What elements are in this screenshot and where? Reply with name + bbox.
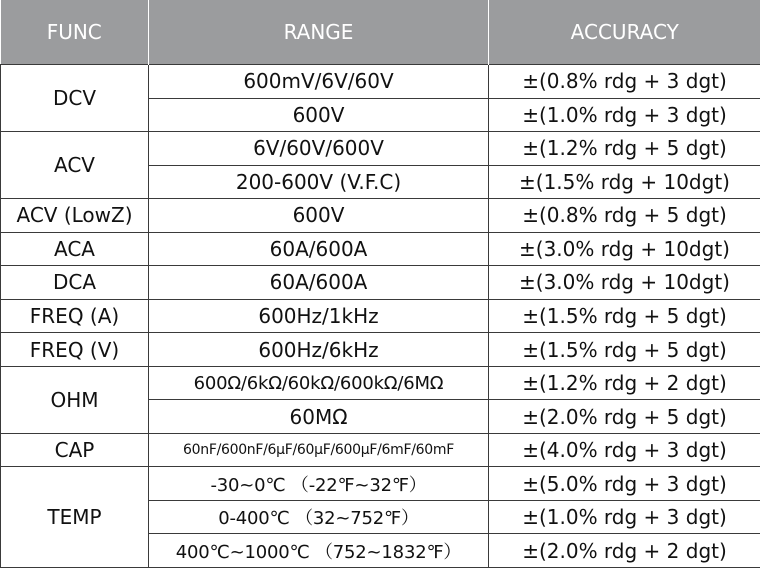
accuracy-cell: ±(0.8% rdg + 5 dgt) bbox=[489, 199, 760, 233]
range-cell: 60MΩ bbox=[149, 400, 489, 434]
accuracy-cell: ±(1.0% rdg + 3 dgt) bbox=[489, 98, 760, 132]
accuracy-cell: ±(5.0% rdg + 3 dgt) bbox=[489, 467, 760, 501]
table-row bbox=[1, 65, 760, 99]
table-row bbox=[1, 266, 760, 300]
accuracy-cell: ±(2.0% rdg + 2 dgt) bbox=[489, 534, 760, 568]
accuracy-cell: ±(1.5% rdg + 5 dgt) bbox=[489, 299, 760, 333]
accuracy-cell: ±(1.0% rdg + 3 dgt) bbox=[489, 500, 760, 534]
accuracy-cell: ±(1.2% rdg + 2 dgt) bbox=[489, 366, 760, 400]
table-row bbox=[1, 366, 760, 400]
accuracy-cell: ±(3.0% rdg + 10dgt) bbox=[489, 266, 760, 300]
header-func: FUNC bbox=[1, 0, 149, 65]
table-row bbox=[1, 467, 760, 501]
range-cell: 600V bbox=[149, 98, 489, 132]
header-row bbox=[1, 0, 760, 65]
range-cell: 60A/600A bbox=[149, 232, 489, 266]
func-cell: ACA bbox=[1, 232, 149, 266]
range-cell: 600Hz/6kHz bbox=[149, 333, 489, 367]
func-cell: FREQ (A) bbox=[1, 299, 149, 333]
table-row bbox=[1, 199, 760, 233]
accuracy-cell: ±(1.2% rdg + 5 dgt) bbox=[489, 132, 760, 166]
func-cell: OHM bbox=[1, 366, 149, 433]
accuracy-cell: ±(0.8% rdg + 3 dgt) bbox=[489, 65, 760, 99]
range-cell: 6V/60V/600V bbox=[149, 132, 489, 166]
table-row bbox=[1, 333, 760, 367]
accuracy-cell: ±(4.0% rdg + 3 dgt) bbox=[489, 433, 760, 467]
accuracy-cell: ±(1.5% rdg + 5 dgt) bbox=[489, 333, 760, 367]
header-accuracy: ACCURACY bbox=[489, 0, 760, 65]
func-cell: DCV bbox=[1, 65, 149, 132]
accuracy-cell: ±(3.0% rdg + 10dgt) bbox=[489, 232, 760, 266]
range-cell: 60nF/600nF/6μF/60μF/600μF/6mF/60mF bbox=[149, 433, 489, 467]
func-cell: ACV bbox=[1, 132, 149, 199]
range-cell: 600V bbox=[149, 199, 489, 233]
table-row bbox=[1, 132, 760, 166]
range-cell: -30~0℃ （-22℉~32℉） bbox=[149, 467, 489, 501]
table-row bbox=[1, 232, 760, 266]
func-cell: TEMP bbox=[1, 467, 149, 568]
table-row bbox=[1, 299, 760, 333]
func-cell: DCA bbox=[1, 266, 149, 300]
accuracy-cell: ±(2.0% rdg + 5 dgt) bbox=[489, 400, 760, 434]
header-range: RANGE bbox=[149, 0, 489, 65]
func-cell: CAP bbox=[1, 433, 149, 467]
range-cell: 600Ω/6kΩ/60kΩ/600kΩ/6MΩ bbox=[149, 366, 489, 400]
range-cell: 200-600V (V.F.C) bbox=[149, 165, 489, 199]
range-cell: 0-400℃ （32~752℉） bbox=[149, 500, 489, 534]
range-cell: 60A/600A bbox=[149, 266, 489, 300]
range-cell: 400℃~1000℃ （752~1832℉） bbox=[149, 534, 489, 568]
func-cell: FREQ (V) bbox=[1, 333, 149, 367]
range-cell: 600mV/6V/60V bbox=[149, 65, 489, 99]
range-cell: 600Hz/1kHz bbox=[149, 299, 489, 333]
table-row bbox=[1, 433, 760, 467]
func-cell: ACV (LowZ) bbox=[1, 199, 149, 233]
accuracy-cell: ±(1.5% rdg + 10dgt) bbox=[489, 165, 760, 199]
